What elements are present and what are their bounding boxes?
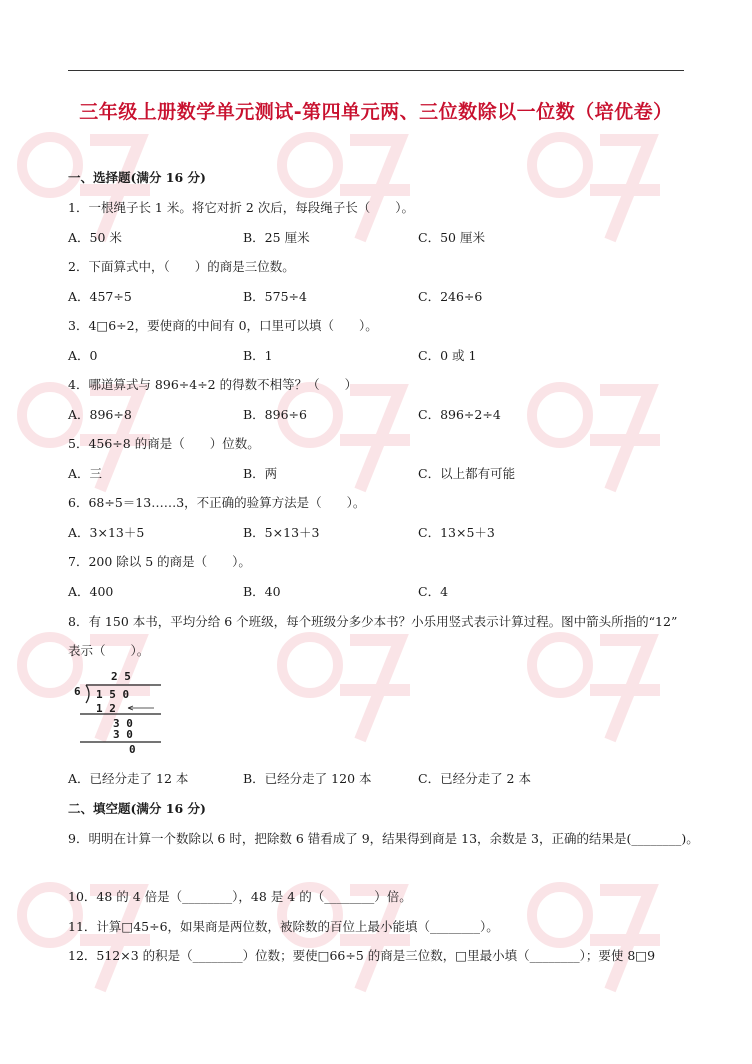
- quotient: 2 5: [111, 670, 131, 683]
- question-stem-continued: 表示（ ）。: [68, 643, 150, 658]
- watermark-logo: [10, 120, 160, 270]
- option-a: A．50 米: [68, 230, 122, 245]
- option-c: C．4: [418, 584, 449, 599]
- final-remainder: 0: [129, 743, 136, 756]
- option-a: A．457÷5: [68, 289, 132, 304]
- option-c: C．896÷2÷4: [418, 407, 501, 422]
- option-c: C．以上都有可能: [418, 466, 516, 481]
- option-a: A．400: [68, 584, 114, 599]
- step-product-2: 3 0: [113, 728, 133, 741]
- question-stem: 7．200 除以 5 的商是（ ）。: [68, 554, 251, 569]
- option-b: B．已经分走了 120 本: [243, 771, 372, 786]
- option-b: B．两: [243, 466, 278, 481]
- option-c: C．246÷6: [418, 289, 483, 304]
- watermark-logo: [520, 370, 670, 520]
- option-a: A．896÷8: [68, 407, 132, 422]
- option-a: A．已经分走了 12 本: [68, 771, 189, 786]
- fill-question: 10．48 的 4 倍是（________），48 是 4 的（________）倍。: [68, 889, 412, 904]
- section-heading: 一、选择题(满分 16 分): [68, 170, 206, 185]
- option-b: B．575÷4: [243, 289, 307, 304]
- fill-question: 9．明明在计算一个数除以 6 时，把除数 6 错看成了 9，结果得到商是 13，余数是 3，正确的结果是(________)。: [68, 831, 699, 846]
- watermark-logo: [520, 120, 670, 270]
- option-b: B．40: [243, 584, 281, 599]
- step-remainder: 3 0: [113, 717, 133, 730]
- option-a: A．3×13＋5: [68, 525, 145, 540]
- option-b: B．25 厘米: [243, 230, 310, 245]
- fill-question: 11．计算□45÷6，如果商是两位数，被除数的百位上最小能填（________）。: [68, 919, 499, 934]
- divisor: 6: [74, 685, 81, 698]
- watermark-logo: [270, 120, 420, 270]
- option-b: B．5×13＋3: [243, 525, 320, 540]
- watermark-logo: [520, 620, 670, 770]
- option-c: C．50 厘米: [418, 230, 485, 245]
- long-division-figure: [66, 670, 166, 760]
- question-stem: 8．有 150 本书，平均分给 6 个班级，每个班级分多少本书？小乐用竖式表示计算过程。图中箭头所指的“12”: [68, 614, 678, 629]
- question-stem: 4．哪道算式与 896÷4÷2 的得数不相等？（ ）: [68, 377, 358, 392]
- page-title: 三年级上册数学单元测试-第四单元两、三位数除以一位数（培优卷）: [79, 101, 673, 123]
- question-stem: 6．68÷5＝13……3，不正确的验算方法是（ ）。: [68, 495, 366, 510]
- option-c: C．0 或 1: [418, 348, 477, 363]
- section-heading: 二、填空题(满分 16 分): [68, 801, 206, 816]
- option-c: C．13×5＋3: [418, 525, 495, 540]
- option-b: B．1: [243, 348, 273, 363]
- watermark-logo: [270, 620, 420, 770]
- option-c: C．已经分走了 2 本: [418, 771, 531, 786]
- watermark-logo: [520, 870, 670, 1020]
- question-stem: 3．4□6÷2，要使商的中间有 0，口里可以填（ ）。: [68, 318, 378, 333]
- step-product: 1 2: [96, 702, 116, 715]
- option-a: A．三: [68, 466, 103, 481]
- dividend: 1 5 0: [96, 688, 130, 701]
- question-stem: 1．一根绳子长 1 米。将它对折 2 次后，每段绳子长（ ）。: [68, 200, 415, 215]
- division-lines: [66, 670, 166, 760]
- option-b: B．896÷6: [243, 407, 307, 422]
- header-rule: [68, 70, 684, 71]
- question-stem: 2．下面算式中，（ ）的商是三位数。: [68, 259, 295, 274]
- option-a: A．0: [68, 348, 98, 363]
- fill-question: 12．512×3 的积是（________）位数；要使□66÷5 的商是三位数，□里最小填（________）；要使 8□9: [68, 948, 656, 963]
- question-stem: 5．456÷8 的商是（ ）位数。: [68, 436, 260, 451]
